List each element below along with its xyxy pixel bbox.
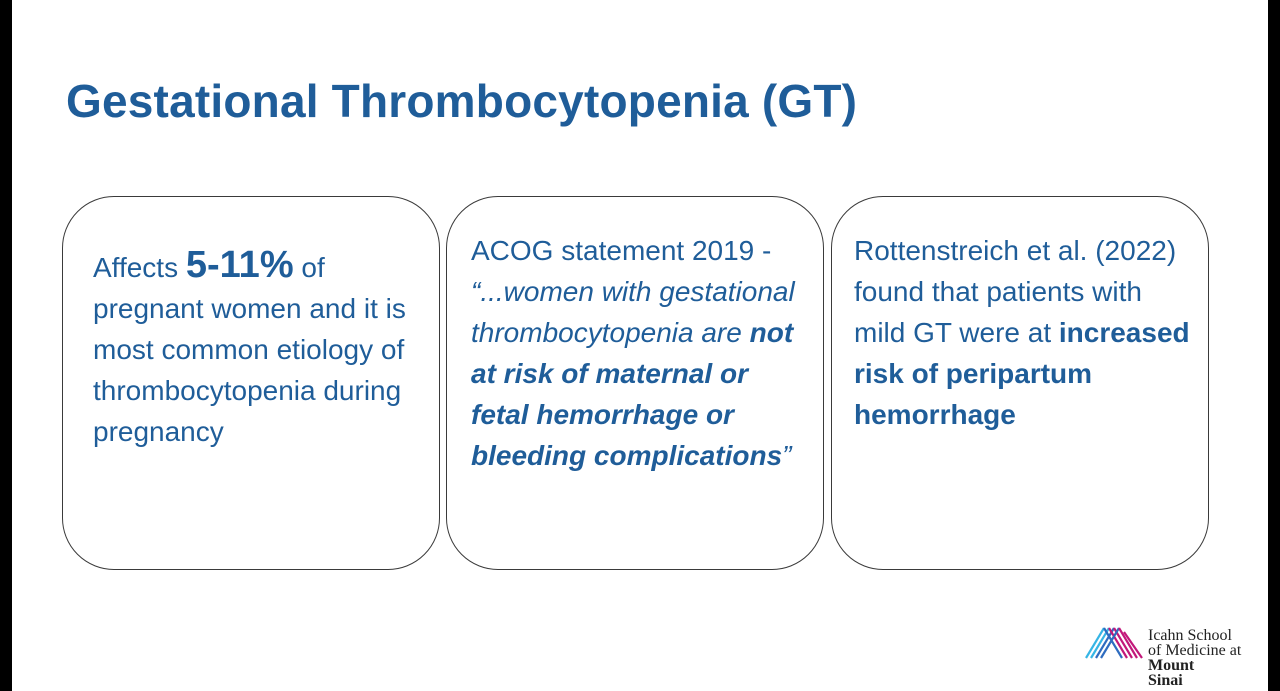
card-acog-statement xyxy=(446,196,824,570)
logo-text xyxy=(1148,628,1241,688)
card-rottenstreich-text: Rottenstreich et al. (2022) found that patients with mild GT were at xyxy=(854,235,1177,348)
logo-line-3: Mount xyxy=(1148,657,1195,674)
card-rottenstreich-bold: increased risk of peripartum hemorrhage xyxy=(854,317,1190,430)
card-acog-open-quote: “ xyxy=(471,276,481,307)
card-acog-intro: ACOG statement 2019 - xyxy=(471,235,772,266)
logo-line-4: Sinai xyxy=(1148,672,1183,689)
card-prevalence xyxy=(62,196,440,570)
card-prevalence-prefix: Affects xyxy=(93,252,186,283)
card-prevalence-suffix: of pregnant women and it is most common etiology of thrombocytopenia during pregnancy xyxy=(93,252,406,447)
logo-line-2: of Medicine at xyxy=(1148,642,1242,659)
logo-line-1: Icahn School xyxy=(1148,627,1232,644)
slide-title: Gestational Thrombocytopenia (GT) xyxy=(66,75,858,127)
card-prevalence-highlight: 5-11% xyxy=(185,244,294,286)
card-acog-quote-bold: not at risk of maternal or fetal hemorrhage or bleeding complications xyxy=(471,317,794,471)
card-acog-quote-italic: ...women with gestational thrombocytopenia are xyxy=(471,276,795,348)
mount-sinai-logo-icon xyxy=(1084,622,1144,662)
card-acog-close-quote: ” xyxy=(782,440,792,471)
card-rottenstreich xyxy=(831,196,1209,570)
institution-logo xyxy=(1084,622,1268,691)
slide xyxy=(12,0,1268,691)
